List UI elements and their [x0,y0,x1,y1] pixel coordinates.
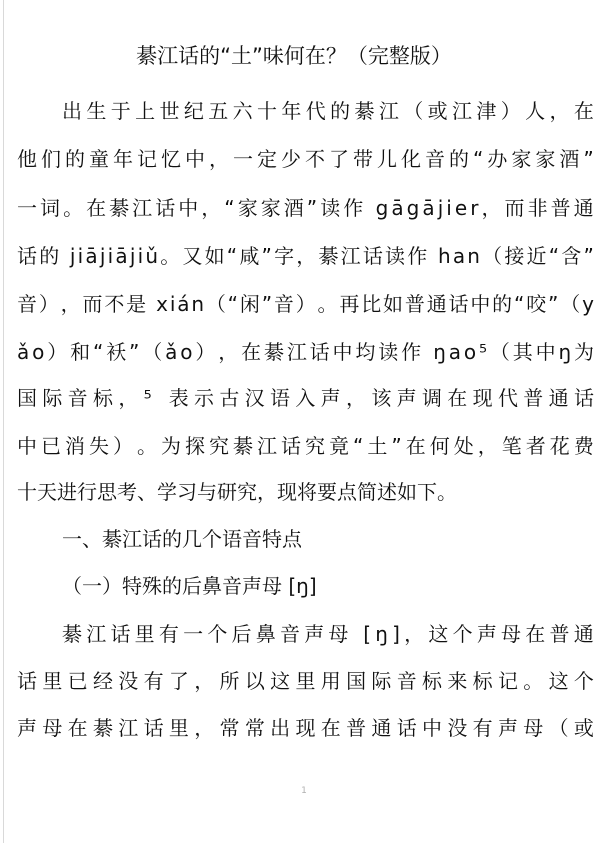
paragraph-line: 话 里 已 经 没 有 了 ， 所 以 这 里 用 国 际 音 标 来 标 记 。 这 个 [17,669,594,693]
paragraph-line: 国 际 音 标 ， ⁵ 表 示 古 汉 语 入 声 ， 该 声 调 在 现 代 普 通 话 [17,386,594,410]
paragraph-line: 话 的 j i ā j i ā j i ǔ 。 又 如 “ 咸 ” 字 ， 綦 江 话 读 作 h a n （ 接 近 “ 含 ” [17,244,594,268]
paragraph-line: 中 已 消 失 ） 。 为 探 究 綦 江 话 究 竟 “ 土 ” 在 何 处 ， 笔 者 花 费 [17,434,594,458]
paragraph-line: 十天进行思考、学习与研究，现将要点简述如下。 [17,480,457,504]
paragraph-line: ǎ o ） 和 “ 袄 ” （ ǎ o ） ， 在 綦 江 话 中 均 读 作 ŋ a o ⁵ （ 其 中 ŋ 为 [17,340,594,364]
document-title: 綦江话的“土”味何在？（完整版） [136,44,452,68]
paragraph-line: 綦 江 话 里 有 一 个 后 鼻 音 声 母 [ ŋ ] ， 这 个 声 母 在 普 通 [62,622,594,646]
paragraph-line: 他 们 的 童 年 记 忆 中 ， 一 定 少 不 了 带 儿 化 音 的 “ 办 家 家 酒 ” [17,147,594,171]
page-left-border [3,0,4,843]
paragraph-line: 出 生 于 上 世 纪 五 六 十 年 代 的 綦 江 （ 或 江 津 ） 人 ， 在 [62,99,594,123]
subsection-heading: （一）特殊的后鼻音声母 [ŋ] [62,574,317,598]
paragraph-line: 一 词 。 在 綦 江 话 中 ， “ 家 家 酒 ” 读 作 g ā g ā j i e r ， 而 非 普 通 [17,196,594,220]
section-heading: 一、綦江话的几个语音特点 [62,527,302,551]
paragraph-line: 声 母 在 綦 江 话 里 ， 常 常 出 现 在 普 通 话 中 没 有 声 母 （ 或 [17,716,594,740]
paragraph-line: 音 ） ， 而 不 是 x i á n （ “ 闲 ” 音 ） 。 再 比 如 普 通 话 中 的 “ 咬 ” （ y [17,292,594,316]
page-number: 1 [301,786,307,796]
